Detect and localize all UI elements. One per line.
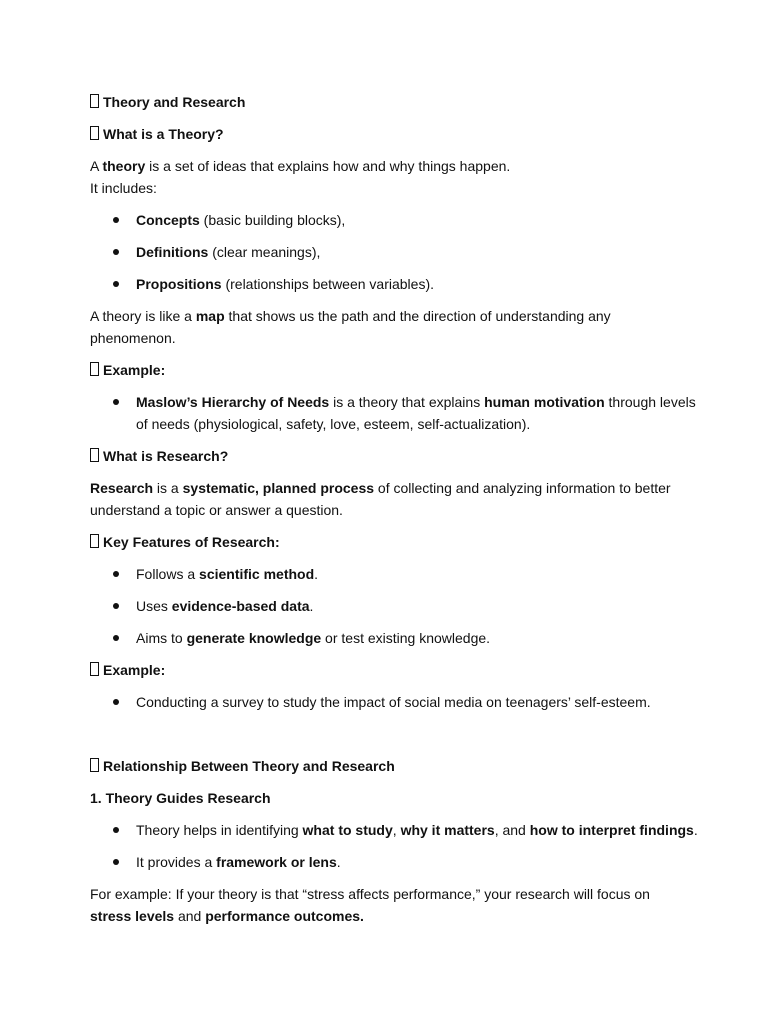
- heading-relationship: Relationship Between Theory and Research: [90, 755, 395, 777]
- missing-glyph-icon: [90, 662, 99, 676]
- heading-theory-guides-research: 1. Theory Guides Research: [90, 790, 271, 806]
- list-item: Propositions (relationships between variables).: [136, 276, 435, 292]
- missing-glyph-icon: [90, 362, 99, 376]
- bullet-icon: [113, 859, 119, 865]
- bullet-icon: [113, 827, 119, 833]
- list-item: Conducting a survey to study the impact of social media on teenagers’ self-esteem.: [136, 694, 651, 710]
- list-item: Maslow’s Hierarchy of Needs is a theory that explains human motivation through levels: [136, 394, 696, 410]
- list-item-continuation: of needs (physiological, safety, love, esteem, self-actualization).: [136, 416, 531, 432]
- missing-glyph-icon: [90, 448, 99, 462]
- bullet-icon: [113, 571, 119, 577]
- bullet-icon: [113, 281, 119, 287]
- missing-glyph-icon: [90, 758, 99, 772]
- heading-example: Example:: [90, 659, 165, 681]
- bullet-icon: [113, 699, 119, 705]
- bullet-icon: [113, 217, 119, 223]
- list-item: Follows a scientific method.: [136, 566, 319, 582]
- list-item: It provides a framework or lens.: [136, 854, 341, 870]
- missing-glyph-icon: [90, 126, 99, 140]
- bullet-icon: [113, 249, 119, 255]
- bullet-icon: [113, 603, 119, 609]
- missing-glyph-icon: [90, 94, 99, 108]
- list-item: Theory helps in identifying what to study, why it matters, and how to interpret findings.: [136, 822, 698, 838]
- heading-what-is-research: What is Research?: [90, 445, 228, 467]
- map-paragraph: A theory is like a map that shows us the path and the direction of understanding any: [90, 308, 611, 324]
- heading-what-is-theory: What is a Theory?: [90, 123, 224, 145]
- it-includes-text: It includes:: [90, 180, 157, 196]
- bullet-icon: [113, 399, 119, 405]
- map-paragraph-line2: phenomenon.: [90, 330, 176, 346]
- list-item: Concepts (basic building blocks),: [136, 212, 346, 228]
- missing-glyph-icon: [90, 534, 99, 548]
- theory-definition: A theory is a set of ideas that explains how and why things happen.: [90, 158, 511, 174]
- list-item: Uses evidence-based data.: [136, 598, 314, 614]
- list-item: Aims to generate knowledge or test existing knowledge.: [136, 630, 491, 646]
- list-item: Definitions (clear meanings),: [136, 244, 321, 260]
- research-definition-line2: understand a topic or answer a question.: [90, 502, 343, 518]
- heading-theory-and-research: Theory and Research: [90, 91, 245, 113]
- heading-key-features: Key Features of Research:: [90, 531, 280, 553]
- bullet-icon: [113, 635, 119, 641]
- research-definition: Research is a systematic, planned process of collecting and analyzing information to better: [90, 480, 671, 496]
- final-paragraph: For example: If your theory is that “stress affects performance,” your research will focus on: [90, 886, 650, 902]
- heading-example: Example:: [90, 359, 165, 381]
- final-paragraph-line2: stress levels and performance outcomes.: [90, 908, 364, 924]
